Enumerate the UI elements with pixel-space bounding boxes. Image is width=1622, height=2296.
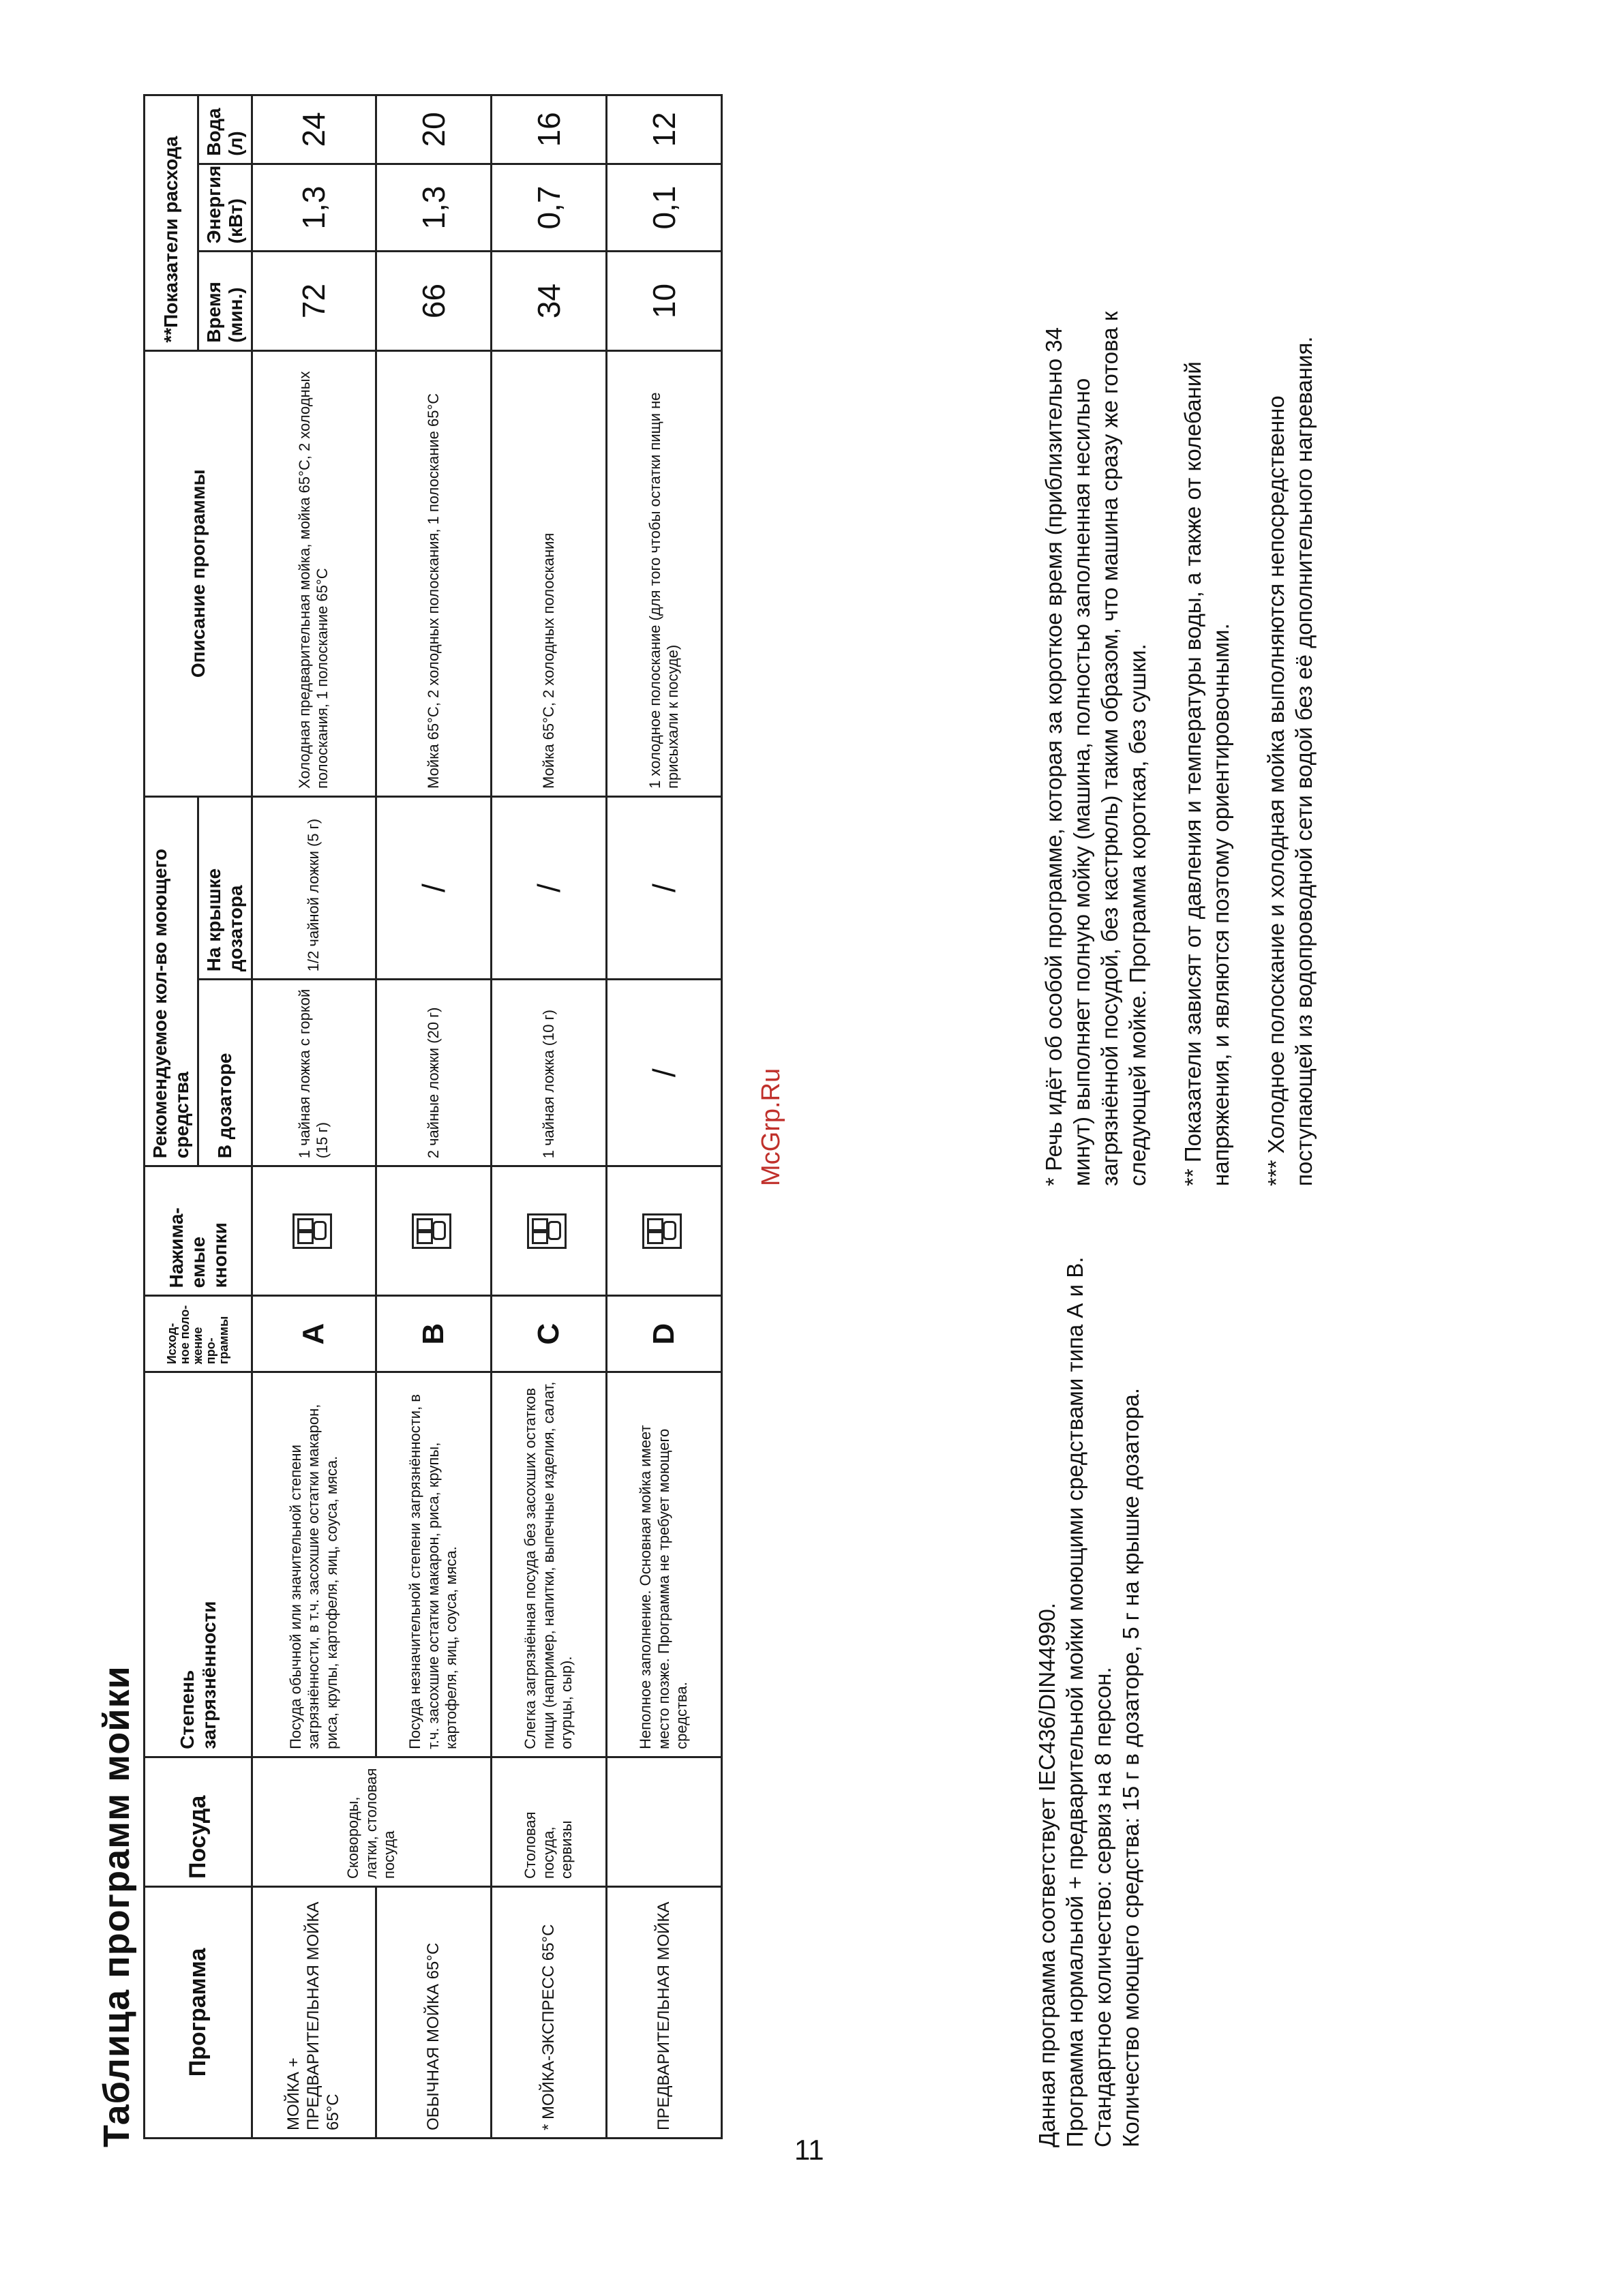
program-description: Холодная предварительная мойка, мойка 65°С, 2 холодных полоскания, 1 полоскание 65°С xyxy=(252,350,376,796)
soil-level: Неполное заполнение. Основная мойка имеет место позже. Программа не требует моющего средства. xyxy=(606,1372,721,1757)
program-button-icon xyxy=(412,1213,451,1249)
energy-value: 0,1 xyxy=(606,164,721,252)
footnote-express: * Речь идёт об особой программе, которая за короткое время (приблизительно 34 минут) выполняет полную мойку (машина, полностью заполненная несильно загрязнённой посудой, без кастрюль) таким образом, что машина сразу же готова к следующей мойке. Программа короткая, без сушки. xyxy=(1041,311,1150,1186)
buttons-cell xyxy=(491,1166,606,1296)
initial-position-letter: C xyxy=(491,1296,606,1372)
water-value: 12 xyxy=(606,95,721,164)
header-detergent-group: Рекомендуемое кол-во моющего средства xyxy=(145,796,198,1166)
header-buttons: Нажима-емые кнопки xyxy=(145,1166,252,1296)
program-button-icon xyxy=(292,1213,332,1249)
table-row xyxy=(606,95,721,2139)
dispenser-amount: 1 чайная ложка с горкой (15 г) xyxy=(252,980,376,1166)
program-name: ПРЕДВАРИТЕЛЬНАЯ МОЙКА xyxy=(606,1886,721,2138)
header-soil xyxy=(145,1372,252,1757)
header-time: Время (мин.) xyxy=(198,252,252,350)
buttons-cell xyxy=(376,1166,491,1296)
page-number: 11 xyxy=(794,2134,824,2166)
dishes-type: Сковороды, латки, столовая посуда xyxy=(252,1757,492,1886)
buttons-cell xyxy=(252,1166,376,1296)
footnote-cold-rinse: *** Холодное полоскание и холодная мойка выполняются непосредственно поступающей из водопроводной сети водой без её дополнительного нагревания. xyxy=(1263,336,1317,1186)
header-initial-position: Исход-ное поло-жение про-граммы xyxy=(145,1296,252,1372)
lid-amount: / xyxy=(376,796,491,979)
header-program: Программа xyxy=(145,1886,252,2138)
initial-position-letter: B xyxy=(376,1296,491,1372)
footnote-consumption: ** Показатели зависят от давления и температуры воды, а также от колебаний напряжения, и являются поэтому ориентировочными. xyxy=(1180,361,1233,1186)
note-line: Программа нормальной + предварительной мойки моющими средствами типа А и В. xyxy=(1062,1256,1087,2147)
header-soil-line2: загрязнённости xyxy=(198,1601,220,1749)
time-value: 10 xyxy=(606,252,721,350)
initial-position-letter: D xyxy=(606,1296,721,1372)
program-description: Мойка 65°С, 2 холодных полоскания, 1 полоскание 65°С xyxy=(376,350,491,796)
initial-position-letter: A xyxy=(252,1296,376,1372)
soil-level: Посуда обычной или значительной степени загрязнённости, в т.ч. засохшие остатки макарон, риса, крупы, картофеля, яиц, соуса, мяса. xyxy=(252,1372,376,1757)
header-description: Описание программы xyxy=(145,350,252,796)
dispenser-amount: / xyxy=(606,980,721,1166)
header-consumption-group: **Показатели расхода xyxy=(145,95,198,351)
lid-amount: / xyxy=(491,796,606,979)
program-name: ОБЫЧНАЯ МОЙКА 65°С xyxy=(376,1886,491,2138)
program-button-icon xyxy=(642,1213,682,1249)
standard-notes xyxy=(1033,1200,1145,2147)
program-name: МОЙКА + ПРЕДВАРИТЕЛЬНАЯ МОЙКА 65°С xyxy=(252,1886,376,2138)
page-title: Таблица программ мойки xyxy=(96,1665,137,2147)
dispenser-amount: 2 чайные ложки (20 г) xyxy=(376,980,491,1166)
program-description: 1 холодное полоскание (для того чтобы остатки пищи не присыхали к посуде) xyxy=(606,350,721,796)
header-energy: Энергия (кВт) xyxy=(198,164,252,252)
program-button-icon xyxy=(527,1213,567,1249)
header-in-dispenser: В дозаторе xyxy=(198,980,252,1166)
time-value: 72 xyxy=(252,252,376,350)
table-header-row xyxy=(145,95,198,2139)
energy-value: 1,3 xyxy=(376,164,491,252)
table-row xyxy=(491,95,606,2139)
buttons-cell xyxy=(606,1166,721,1296)
lid-amount: 1/2 чайной ложки (5 г) xyxy=(252,796,376,979)
header-dishes: Посуда xyxy=(145,1757,252,1886)
note-line: Количество моющего средства: 15 г в дозаторе, 5 г на крышке дозатора. xyxy=(1118,1387,1143,2147)
dispenser-amount: 1 чайная ложка (10 г) xyxy=(491,980,606,1166)
water-value: 24 xyxy=(252,95,376,164)
time-value: 66 xyxy=(376,252,491,350)
rotated-page-content xyxy=(0,108,1432,2250)
soil-level: Слегка загрязнённая посуда без засохших остатков пищи (например, напитки, выпечные изделия, салат, огурцы, сыр). xyxy=(491,1372,606,1757)
soil-level: Посуда незначительной степени загрязнённости, в т.ч. засохшие остатки макарон, риса, крупы, картофеля, яиц, соуса, мяса. xyxy=(376,1372,491,1757)
program-description: Мойка 65°С, 2 холодных полоскания xyxy=(491,350,606,796)
program-name: * МОЙКА-ЭКСПРЕСС 65°С xyxy=(491,1886,606,2138)
header-on-lid: На крышке дозатора xyxy=(198,796,252,979)
dishes-type xyxy=(606,1757,721,1886)
energy-value: 0,7 xyxy=(491,164,606,252)
watermark-text: McGrp.Ru xyxy=(757,1068,785,1186)
note-line: Данная программа соответствует IEC436/DIN44990. xyxy=(1034,1603,1060,2147)
energy-value: 1,3 xyxy=(252,164,376,252)
water-value: 20 xyxy=(376,95,491,164)
note-line: Стандартное количество: сервиз на 8 персон. xyxy=(1090,1667,1115,2147)
water-value: 16 xyxy=(491,95,606,164)
header-water: Вода (л) xyxy=(198,95,252,164)
header-soil-line1: Степень xyxy=(176,1670,198,1749)
footnotes xyxy=(1040,300,1345,1186)
time-value: 34 xyxy=(491,252,606,350)
programs-table xyxy=(143,94,723,2139)
lid-amount: / xyxy=(606,796,721,979)
dishes-type: Столовая посуда, сервизы xyxy=(491,1757,606,1886)
table-row xyxy=(252,95,376,2139)
